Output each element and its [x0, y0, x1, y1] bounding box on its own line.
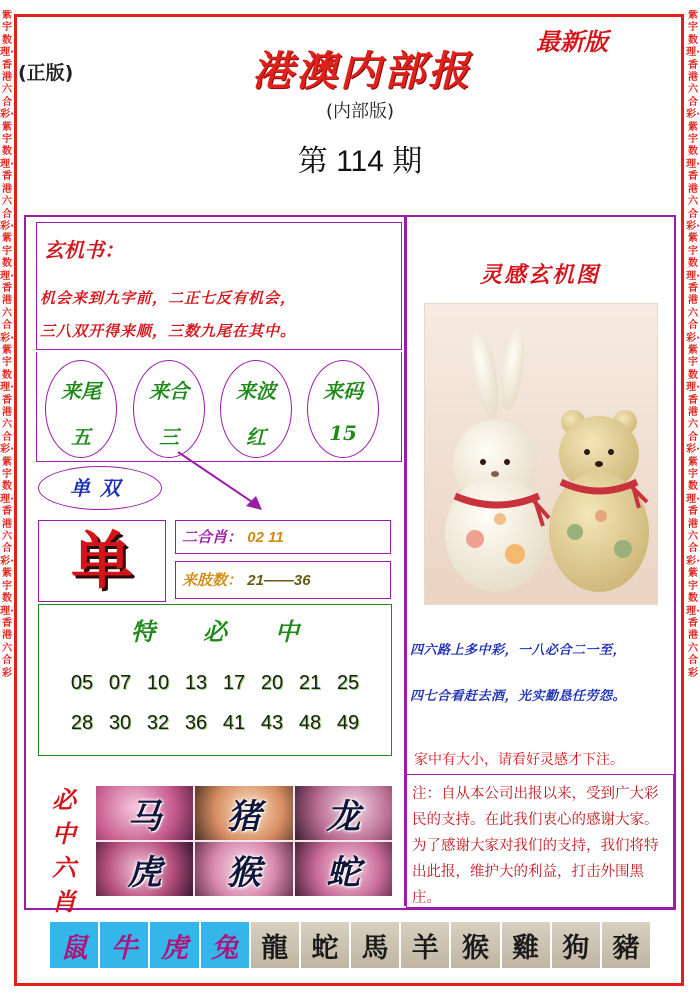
- numbers-row-2: [38, 712, 392, 735]
- zodiac-pick: [96, 842, 193, 896]
- poem-line-2: 四七合看赶去酒，光实勤恳任劳怨。: [410, 689, 627, 704]
- zodiac-pick-label: 虎: [127, 852, 162, 893]
- six-zodiac-grid: [96, 786, 392, 896]
- zodiac-pick: [295, 786, 392, 840]
- zodiac-pick-label: 蛇: [326, 852, 361, 893]
- zodiac-bar-item: 豬: [602, 922, 650, 968]
- oval-value: 三: [159, 425, 179, 449]
- oval-number: [307, 360, 379, 458]
- zodiac-pick-label: 马: [127, 796, 162, 837]
- number-cell: 28: [70, 712, 94, 734]
- zodiac-pick: [96, 786, 193, 840]
- numbers-row-1: [38, 672, 392, 695]
- page-title: 港澳内部报: [252, 47, 472, 95]
- odd-result-box: [38, 520, 166, 602]
- oval-sum: [133, 360, 205, 458]
- shaxiao-label: 来肢数：: [182, 572, 243, 589]
- oval-label: 来尾: [61, 379, 101, 403]
- erhe-box: [175, 520, 391, 554]
- zodiac-pick: [195, 842, 292, 896]
- zodiac-bar-item: 蛇: [301, 922, 349, 968]
- zodiac-bar-item: 猴: [451, 922, 499, 968]
- zodiac-bar: [50, 922, 650, 968]
- number-cell: 21: [298, 672, 322, 694]
- issue-number: 第 114 期: [297, 145, 423, 178]
- zodiac-bar-item: 鼠: [50, 922, 98, 968]
- zodiac-bar-item: 虎: [150, 922, 198, 968]
- number-cell: 13: [184, 672, 208, 694]
- number-cell: 48: [298, 712, 322, 734]
- oval-value: 15: [329, 421, 357, 445]
- inspiration-picture-title: 灵感玄机图: [479, 262, 600, 288]
- number-cell: 49: [336, 712, 360, 734]
- zodiac-bar-item: 馬: [351, 922, 399, 968]
- zodiac-pick: [195, 786, 292, 840]
- zodiac-pick-label: 龙: [326, 796, 361, 837]
- odd-result-glyph: 单: [70, 524, 133, 597]
- left-side-strip: 紫宇数理·香港六合彩·紫宇数理·香港六合彩·紫宇数理·香港六合彩·紫宇数理·香港六合彩·紫宇数理·香港六合彩·紫宇数理·香港六合彩: [0, 10, 14, 679]
- number-cell: 07: [108, 672, 132, 694]
- oval-label: 来波: [236, 379, 276, 403]
- number-cell: 20: [260, 672, 284, 694]
- zodiac-bar-item: 兔: [201, 922, 249, 968]
- tebizhong-title-char: 必: [203, 617, 227, 646]
- oval-wave: [220, 360, 292, 458]
- number-cell: 17: [222, 672, 246, 694]
- bizhong-char: 肖: [52, 887, 76, 916]
- right-side-strip: 紫宇数理·香港六合彩·紫宇数理·香港六合彩·紫宇数理·香港六合彩·紫宇数理·香港六合彩·紫宇数理·香港六合彩·紫宇数理·香港六合彩: [686, 10, 700, 679]
- xuanjishu-title: 玄机书：: [44, 238, 124, 262]
- tebizhong-title-char: 特: [131, 617, 155, 646]
- number-cell: 41: [222, 712, 246, 734]
- number-cell: 32: [146, 712, 170, 734]
- shaxiao-box: [175, 561, 391, 599]
- zodiac-pick-label: 猪: [226, 796, 261, 837]
- inspiration-photo: [424, 303, 658, 605]
- number-cell: 36: [184, 712, 208, 734]
- zodiac-bar-item: 龍: [251, 922, 299, 968]
- zodiac-pick-label: 猴: [226, 852, 261, 893]
- bizhong-label: [44, 783, 84, 919]
- poem-line-1: 四六路上多中彩，一八必合二一至，: [410, 643, 627, 658]
- zodiac-bar-item: 雞: [502, 922, 550, 968]
- xuanjishu-line-1: 机会来到九字前，二正七反有机会，: [40, 289, 297, 307]
- zodiac-bar-item: 羊: [401, 922, 449, 968]
- bizhong-char: 必: [52, 785, 76, 814]
- xuanjishu-line-2: 三八双开得来顺，三数九尾在其中。: [40, 322, 297, 340]
- zodiac-pick: [295, 842, 392, 896]
- odd-even-oval: 单双: [38, 466, 162, 510]
- oval-label: 来码: [323, 379, 363, 403]
- number-cell: 05: [70, 672, 94, 694]
- latest-edition-tag: 最新版: [536, 27, 608, 56]
- notice-text: 注：自从本公司出报以来，受到广大彩民的支持。在此我们衷心的感谢大家。为了感谢大家对我们的支持，我们将特出此报，维护大的利益，打击外围黑庄。: [412, 786, 659, 906]
- edition-tag: (正版): [18, 62, 74, 84]
- page-subtitle: (内部版): [325, 101, 395, 122]
- oval-value: 红: [246, 425, 266, 449]
- number-cell: 10: [146, 672, 170, 694]
- reminder-note: 家中有大小，请看好灵感才下注。: [414, 752, 624, 768]
- zodiac-bar-item: 狗: [552, 922, 600, 968]
- tebizhong-title-char: 中: [275, 617, 299, 646]
- erhe-label: 二合肖：: [182, 528, 243, 546]
- number-cell: 43: [260, 712, 284, 734]
- number-cell: 30: [108, 712, 132, 734]
- erhe-value: 02 11: [247, 529, 284, 546]
- tebizhong-title: [38, 612, 392, 647]
- oval-tail: [45, 360, 117, 458]
- shaxiao-value: 21——36: [247, 572, 311, 589]
- bizhong-char: 中: [52, 819, 76, 848]
- arrow-icon: [170, 448, 270, 518]
- zodiac-bar-item: 牛: [100, 922, 148, 968]
- oval-value: 五: [71, 425, 91, 449]
- number-cell: 25: [336, 672, 360, 694]
- oval-label: 来合: [149, 379, 189, 403]
- bizhong-char: 六: [52, 853, 76, 882]
